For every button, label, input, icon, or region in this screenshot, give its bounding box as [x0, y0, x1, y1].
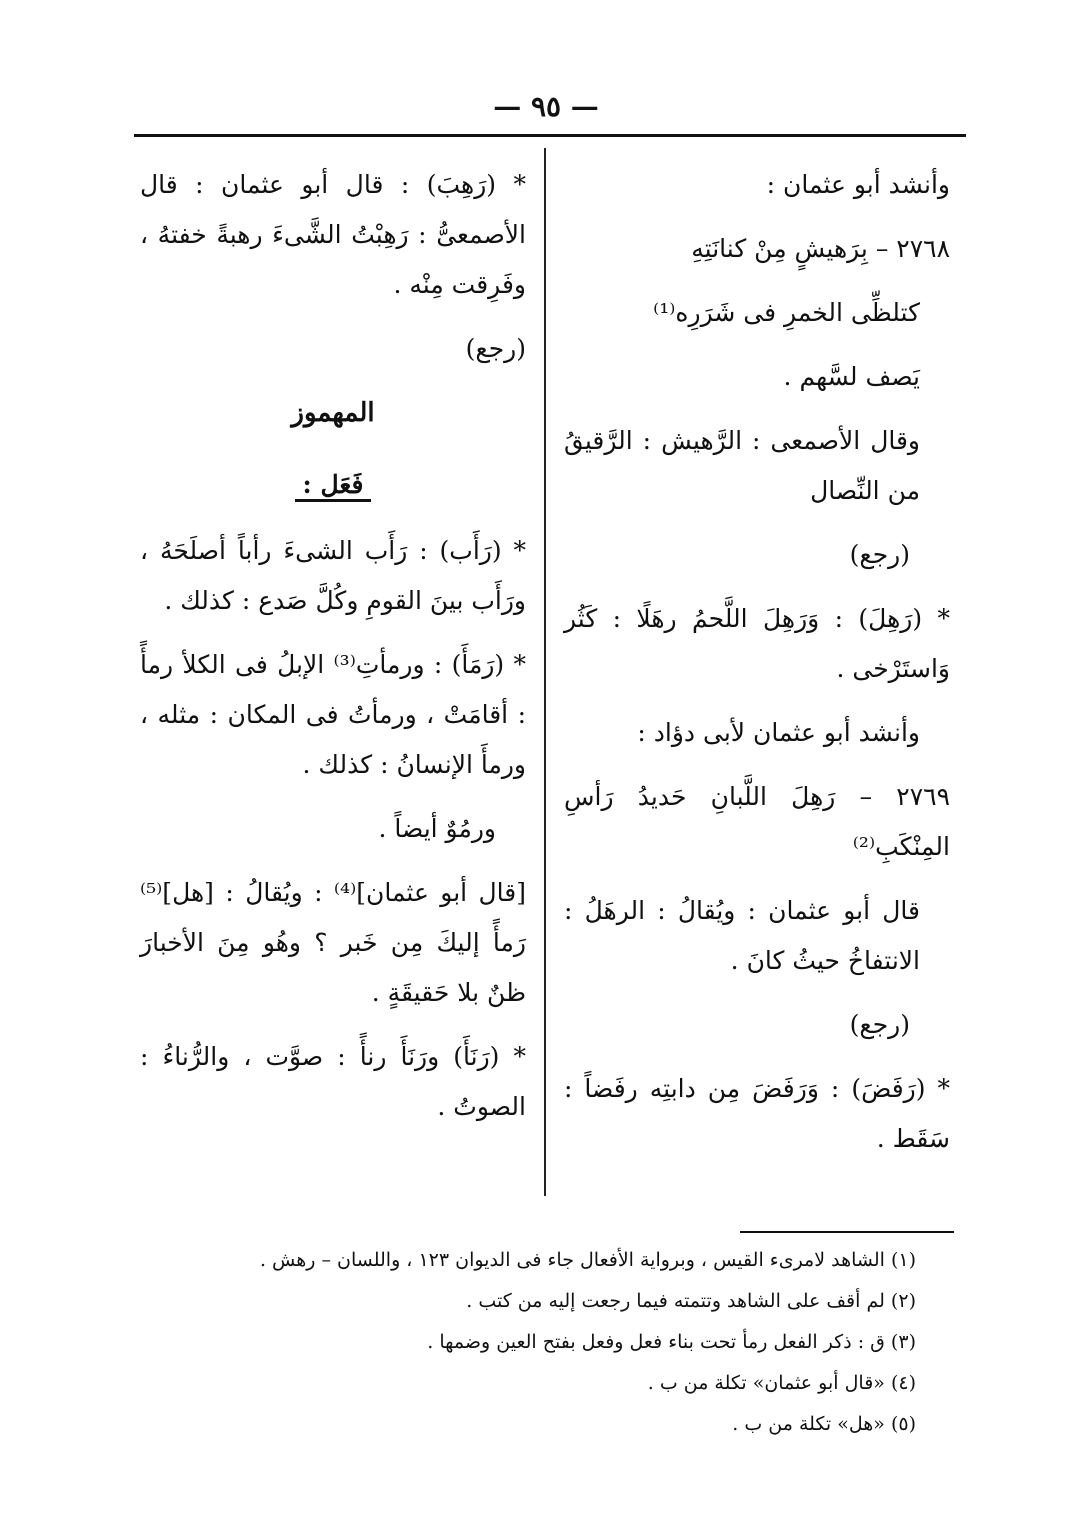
- paragraph: ورمُوٌ أيضاً .: [378, 814, 496, 843]
- footnote: (٤) «قال أبو عثمان» تكلة من ب .: [647, 1372, 916, 1394]
- entry-rahiba: * (رَهِبَ) : قال أبو عثمان : قال الأصمعىُّ : رَهِبْتُ الشَّىءَ رهبةً خفتهُ ، وفَرِقت مِنْه .: [140, 170, 526, 299]
- verse-intro: وأنشد أبو عثمان :: [766, 170, 950, 199]
- footnote-rule: [740, 1231, 954, 1233]
- footnote: (١) الشاهد لامرىء القيس ، وبرواية الأفعال جاء فى الديوان ١٢٣ ، واللسان – رهش .: [259, 1249, 916, 1271]
- verse-line: ٢٧٦٩ – رَهِلَ اللَّبانِ حَديدُ رَأسِ المِنْكَبِ⁽²⁾: [564, 782, 950, 861]
- entry-raaba: * (رَأَب) : رَأَب الشىءَ رأباً أصلَحَهُ ، ورَأَب بينَ القومِ وكُلَّ صَدع : كذلك .: [140, 536, 526, 615]
- section-heading-text: المهموز: [291, 398, 375, 428]
- footnotes: [200, 1240, 916, 1445]
- section-heading: [140, 388, 526, 438]
- column-divider: [544, 148, 546, 1196]
- return-marker: (رجع): [465, 334, 526, 363]
- entry-ramaa: * (رَمَأَ) : ورمأتِ⁽³⁾ الإبلُ فى الكلأ رمأً : أقامَتْ ، ورمأتُ فى المكان : مثله ، ورمأَ الإنسانُ : كذلك .: [140, 650, 526, 779]
- paragraph: [قال أبو عثمان]⁽⁴⁾ : ويُقالُ : [هل]⁽⁵⁾ رَمأً إليكَ مِن خَبر ؟ وهُو مِنَ الأخبارَ ظنٌ بلا حَقيقَةٍ .: [140, 878, 526, 1007]
- entry-rafada: * (رَفَضَ) : وَرَفَضَ مِن دابتِه رفَضاً : سَقَط .: [564, 1074, 950, 1153]
- left-column: [140, 160, 526, 1146]
- right-column: [564, 160, 950, 1178]
- verse-line: كتلظِّى الخمرِ فى شَرَرِه⁽¹⁾: [653, 298, 920, 327]
- footnote: (٢) لم أقف على الشاهد وتتمته فيما رجعت إليه من كتب .: [466, 1290, 916, 1312]
- return-marker: (رجع): [849, 540, 910, 569]
- page-number: — ٩٥ —: [493, 90, 599, 123]
- entry-rahila: * (رَهِلَ) : وَرَهِلَ اللَّحمُ رهَلًا : كَثُر وَاستَرْخى .: [564, 604, 950, 683]
- header-rule: [134, 134, 966, 137]
- return-marker: (رجع): [849, 1010, 910, 1039]
- verse-intro: وأنشد أبو عثمان لأبى دؤاد :: [637, 718, 920, 747]
- footnote: (٥) «هل» تكلة من ب .: [732, 1413, 916, 1435]
- paragraph: وقال الأصمعى : الرَّهيش : الرَّقيقُ من النِّصال: [564, 426, 920, 505]
- footnote: (٣) ق : ذكر الفعل رمأ تحت بناء فعل وفعل بفتح العين وضمها .: [427, 1331, 916, 1353]
- entry-ranaa: * (رَنَأَ) ورَنَأَ رنأً : صوَّت ، والرُّناءُ : الصوتُ .: [140, 1042, 526, 1121]
- verse-line: ٢٧٦٨ – بِرَهيشٍ مِنْ كنانَتِهِ: [691, 234, 950, 263]
- paragraph: يَصف لسَّهم .: [783, 362, 920, 391]
- subsection-heading-text: فَعَل :: [295, 470, 372, 502]
- paragraph: قال أبو عثمان : ويُقالُ : الرهَلُ : الانتفاخُ حيثُ كانَ .: [564, 896, 920, 975]
- subsection-heading: [140, 460, 526, 510]
